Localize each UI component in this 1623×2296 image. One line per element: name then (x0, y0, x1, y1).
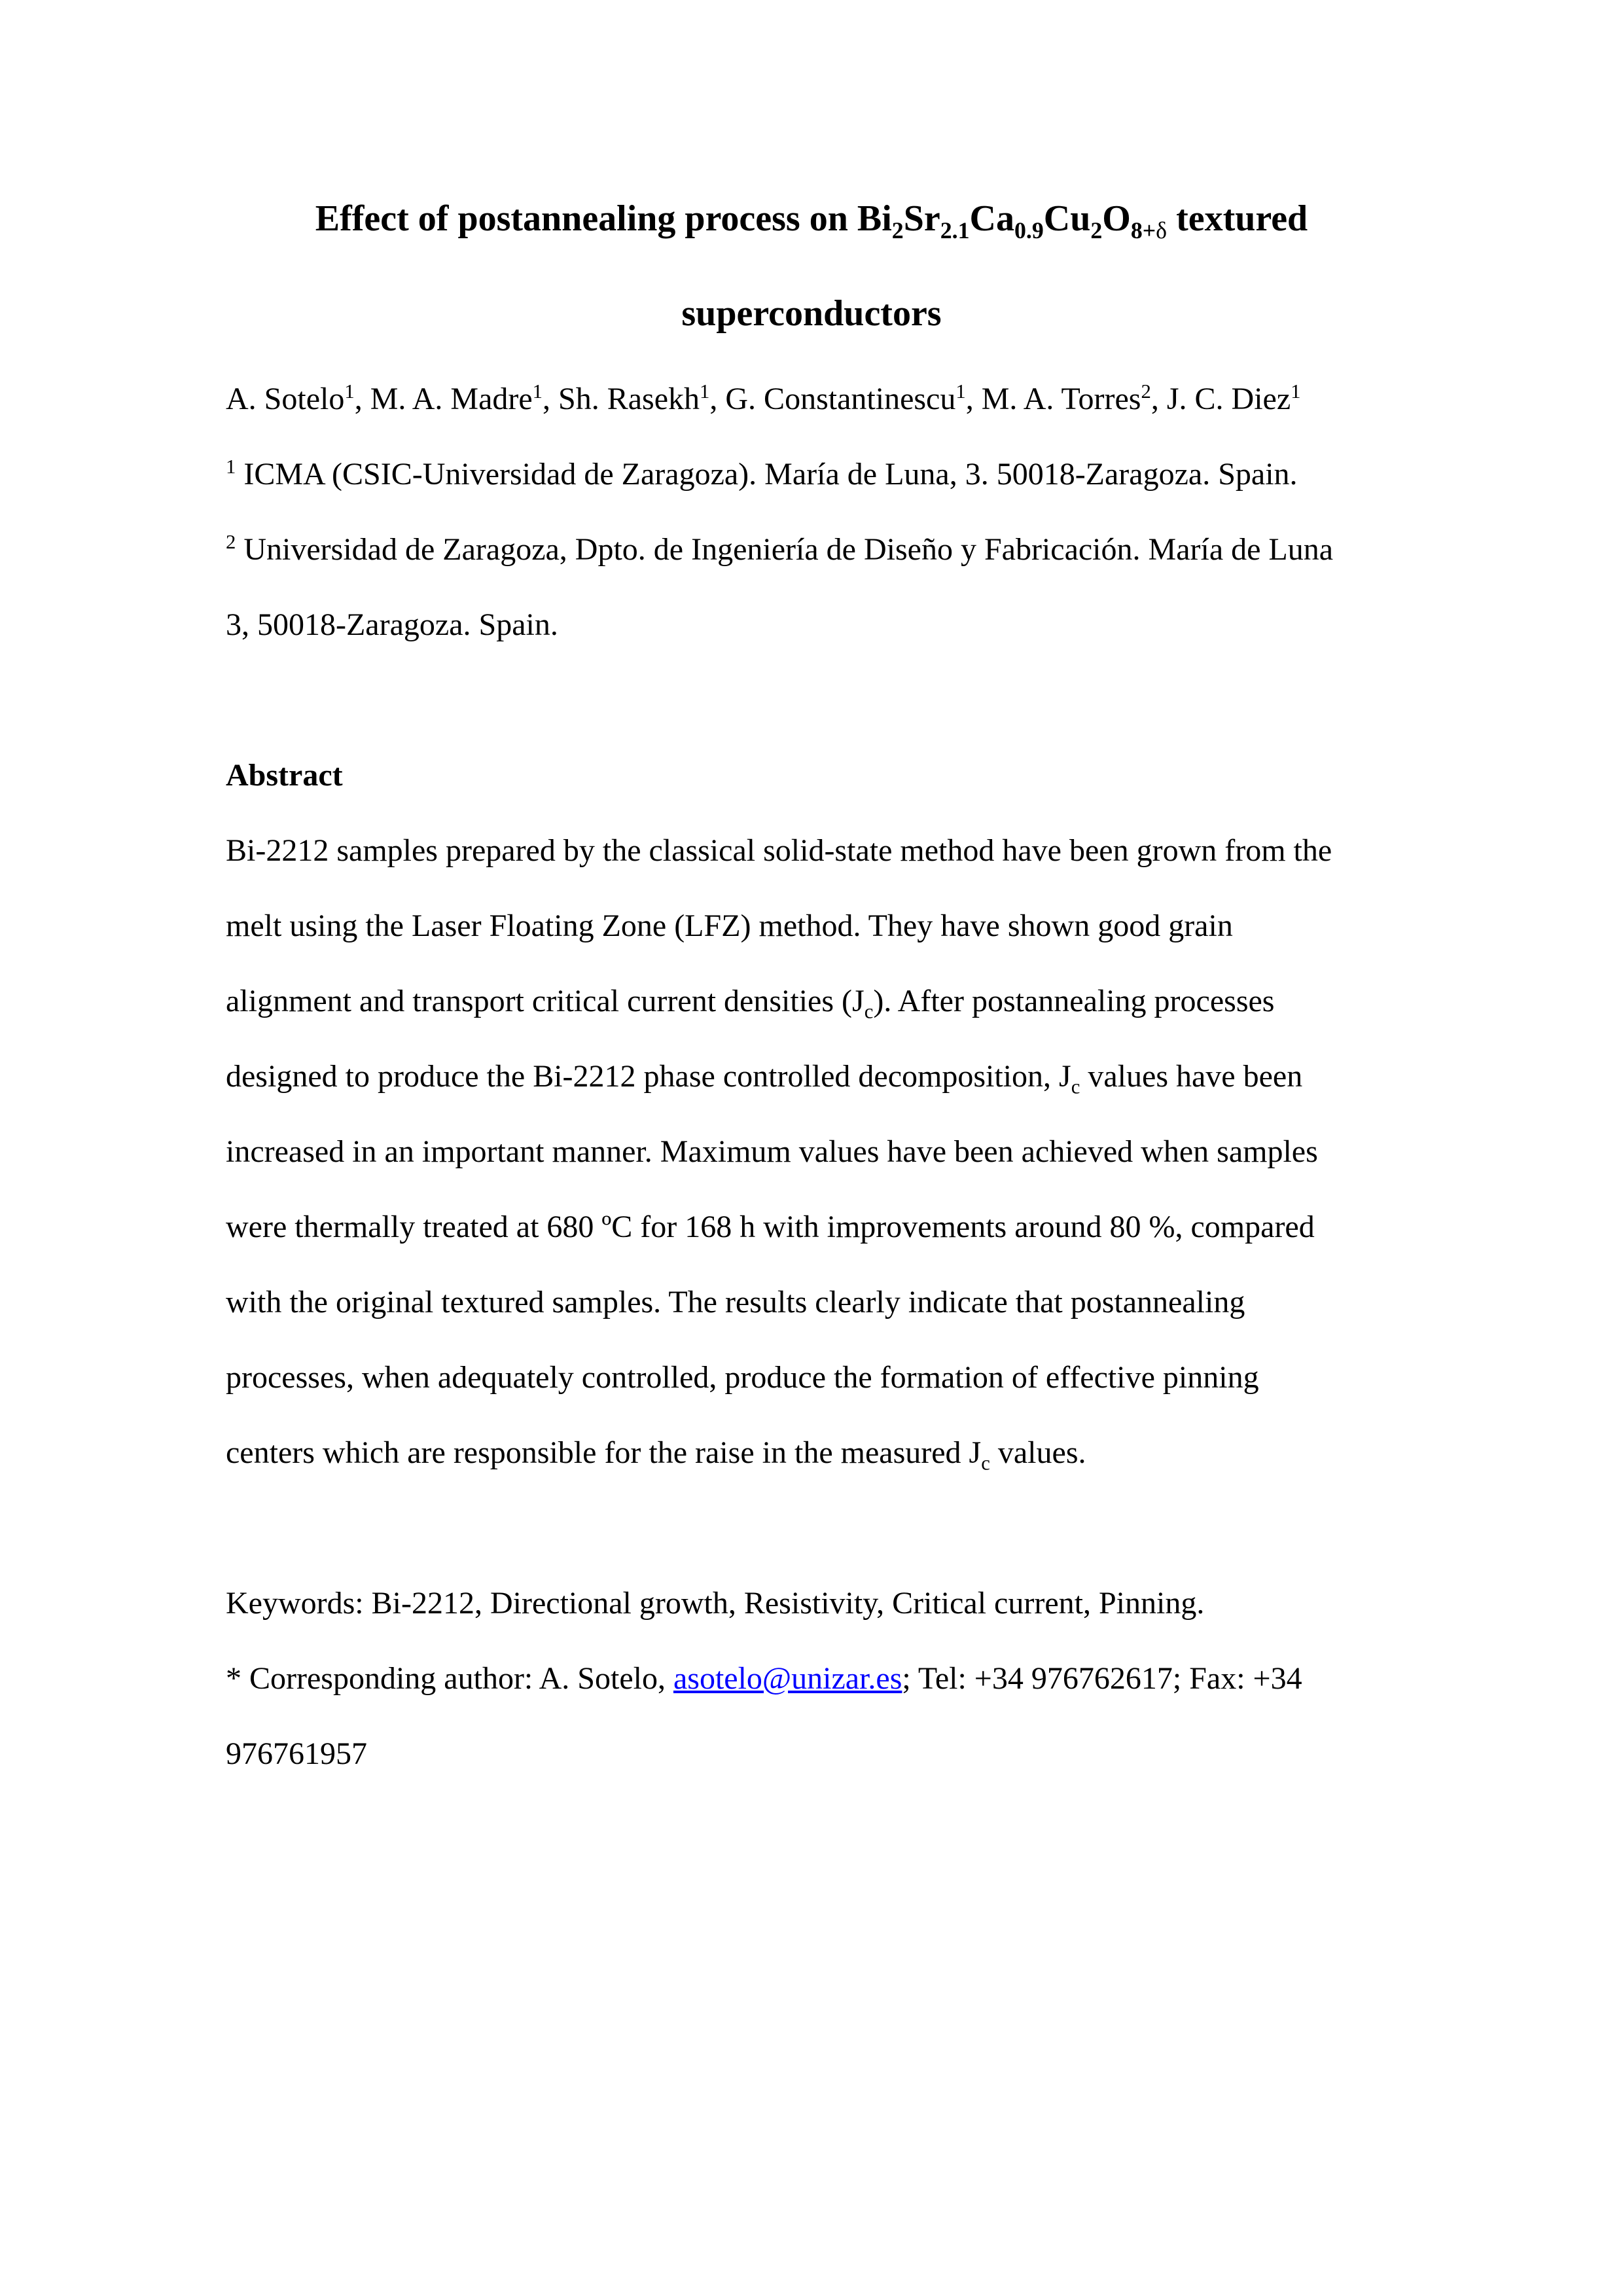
superscript: 2 (1141, 380, 1151, 403)
superscript: 1 (955, 380, 966, 403)
subscript: 2.1 (940, 217, 970, 244)
text-run: Sr (903, 198, 940, 239)
text-run: 3, 50018-Zaragoza. Spain. (226, 607, 558, 642)
corresponding-author-line-1 (226, 1641, 1397, 1716)
title-line-1 (226, 171, 1397, 266)
text-run: ). After postannealing processes (873, 984, 1275, 1018)
abstract-line-5 (226, 1114, 1397, 1189)
text-run: processes, when adequately controlled, produce the formation of effective pinning (226, 1360, 1259, 1395)
abstract-line-9 (226, 1415, 1397, 1490)
superscript: 1 (1291, 380, 1301, 403)
title-line-2 (226, 266, 1397, 361)
text-run: increased in an important manner. Maximum values have been achieved when samples (226, 1134, 1318, 1169)
text-run: centers which are responsible for the raise in the measured J (226, 1435, 982, 1470)
superscript: 2 (226, 531, 236, 553)
text-run: Keywords: Bi-2212, Directional growth, Resistivity, Critical current, Pinning. (226, 1586, 1205, 1621)
text-run: , Sh. Rasekh (543, 382, 700, 416)
text-run: * Corresponding author: A. Sotelo, (226, 1661, 673, 1696)
abstract-line-7 (226, 1265, 1397, 1340)
text-run: superconductors (681, 293, 942, 334)
text-run: O (1102, 198, 1131, 239)
text-run: Effect of postannealing process on Bi (315, 198, 892, 239)
text-run: Universidad de Zaragoza, Dpto. de Ingeniería de Diseño y Fabricación. María de Luna (236, 532, 1334, 567)
subscript: 2 (891, 217, 904, 244)
superscript: 1 (226, 456, 236, 478)
text-run: values have been (1080, 1059, 1303, 1094)
subscript: 0.9 (1014, 217, 1044, 244)
abstract-line-8 (226, 1340, 1397, 1415)
text-run: with the original textured samples. The results clearly indicate that postannealing (226, 1285, 1245, 1319)
subscript: 8+ (1130, 217, 1156, 244)
text-run: were thermally treated at 680 ºC for 168 h with improvements around 80 %, compared (226, 1210, 1315, 1244)
text-run: , M. A. Madre (354, 382, 533, 416)
superscript: 1 (344, 380, 355, 403)
affiliation-2-line-1 (226, 512, 1397, 587)
text-run: ; Tel: +34 976762617; Fax: +34 (902, 1661, 1302, 1696)
subscript: c (1071, 1075, 1080, 1098)
corresponding-author-line-2 (226, 1716, 1397, 1791)
text-run: alignment and transport critical current densities (J (226, 984, 865, 1018)
text-run: A. Sotelo (226, 382, 345, 416)
subscript: δ (1156, 217, 1168, 244)
text-run: , J. C. Diez (1150, 382, 1291, 416)
email-link[interactable]: asotelo@unizar.es (673, 1661, 902, 1696)
text-run: Bi-2212 samples prepared by the classical solid-state method have been grown from the (226, 833, 1332, 868)
abstract-line-2 (226, 888, 1397, 963)
text-run: Ca (969, 198, 1014, 239)
affiliations-block (226, 437, 1397, 662)
text-run: textured (1167, 198, 1308, 239)
abstract-line-6 (226, 1189, 1397, 1265)
text-run: Cu (1043, 198, 1091, 239)
text-run: melt using the Laser Floating Zone (LFZ) method. They have shown good grain (226, 908, 1233, 943)
paper-title (226, 171, 1397, 361)
text-run: ICMA (CSIC-Universidad de Zaragoza). María de Luna, 3. 50018-Zaragoza. Spain. (236, 457, 1298, 492)
text-run: designed to produce the Bi-2212 phase controlled decomposition, J (226, 1059, 1071, 1094)
subscript: 2 (1090, 217, 1103, 244)
subscript: c (981, 1452, 990, 1475)
superscript: 1 (532, 380, 543, 403)
abstract-line-4 (226, 1039, 1397, 1114)
corresponding-author-block (226, 1641, 1397, 1791)
text-run: , M. A. Torres (965, 382, 1141, 416)
text-run: 976761957 (226, 1736, 367, 1771)
abstract-heading: Abstract (226, 758, 343, 793)
authors-line (226, 361, 1397, 437)
abstract-line-1 (226, 813, 1397, 888)
affiliation-1 (226, 437, 1397, 512)
text-run: , G. Constantinescu (709, 382, 956, 416)
abstract-body (226, 813, 1397, 1490)
abstract-line-3 (226, 963, 1397, 1039)
subscript: c (864, 1000, 874, 1023)
text-run: values. (990, 1435, 1086, 1470)
keywords-line (226, 1566, 1397, 1641)
superscript: 1 (700, 380, 710, 403)
affiliation-2-line-2 (226, 587, 1397, 662)
